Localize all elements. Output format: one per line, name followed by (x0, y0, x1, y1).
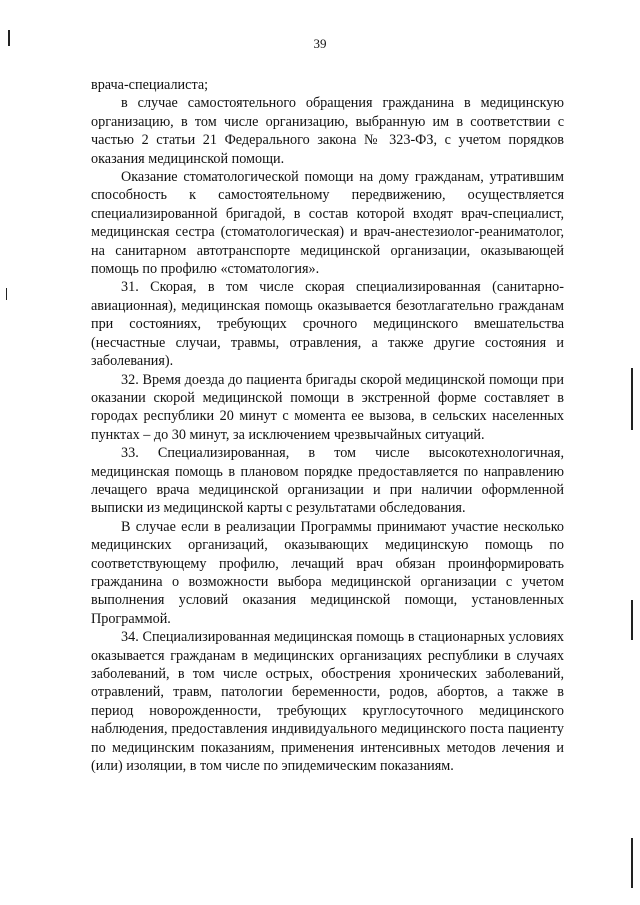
scan-edge-mark (631, 600, 633, 640)
scan-edge-mark (631, 838, 633, 888)
paragraph-31-emergency-care: 31. Скорая, в том числе скорая специализированная (санитарно-авиационная), медицинская помощь оказывается безотлагательно гражданам при состояниях, требующих срочного медицинского вмешательства (несчастные случаи, травмы, отравления, а также другие состояния и заболевания). (91, 279, 564, 370)
scan-edge-mark (8, 30, 10, 46)
paragraph-33-specialized-care: 33. Специализированная, в том числе высокотехнологичная, медицинская помощь в плановом порядке предоставляется по направлению лечащего врача медицинской организации и при наличии оформленной выписки из медицинской карты с результатами обследования. (91, 445, 564, 517)
document-body (91, 76, 564, 775)
scan-edge-mark (631, 368, 633, 430)
paragraph-34-inpatient-care: 34. Специализированная медицинская помощь в стационарных условиях оказывается гражданам в медицинских организациях республики в случаях заболеваний, в том числе острых, обострения хронических заболеваний, отравлений, травм, патологии беременности, родов, абортов, а также в период новорожденности, требующих круглосуточного медицинского наблюдения, предоставления индивидуального медицинского поста пациенту по медицинским показаниям, применения интенсивных методов лечения и (или) изоляции, в том числе по эпидемическим показаниям. (91, 629, 564, 775)
scan-edge-mark (6, 288, 7, 300)
paragraph-continuation: врача-специалиста; (91, 77, 209, 93)
page-number: 39 (313, 36, 327, 51)
paragraph-dental-home-care: Оказание стоматологической помощи на дому гражданам, утратившим способность к самостоятельному передвижению, осуществляется специализированной бригадой, в состав которой входят врач-специалист, медицинская сестра (стоматологическая) и врач-анестезиолог-реаниматолог, на санитарном автотранспорте медицинской организации, оказывающей помощь по профилю «стоматология». (91, 169, 564, 278)
paragraph-self-referral: в случае самостоятельного обращения гражданина в медицинскую организацию, в том числе организацию, выбранную им в соответствии с частью 2 статьи 21 Федерального закона № 323-ФЗ, с учетом порядков оказания медицинской помощи. (91, 95, 564, 167)
paragraph-organization-choice: В случае если в реализации Программы принимают участие несколько медицинских организаций, оказывающих медицинскую помощь по соответствующему профилю, лечащий врач обязан проинформировать гражданина о возможности выбора медицинской организации с учетом выполнения условий оказания медицинской помощи, установленных Программой. (91, 518, 564, 627)
paragraph-32-arrival-time: 32. Время доезда до пациента бригады скорой медицинской помощи при оказании скорой медицинской помощи в экстренной форме составляет в городах республики 20 минут с момента ее вызова, в сельских населенных пунктах – до 30 минут, за исключением чрезвычайных ситуаций. (91, 371, 564, 443)
